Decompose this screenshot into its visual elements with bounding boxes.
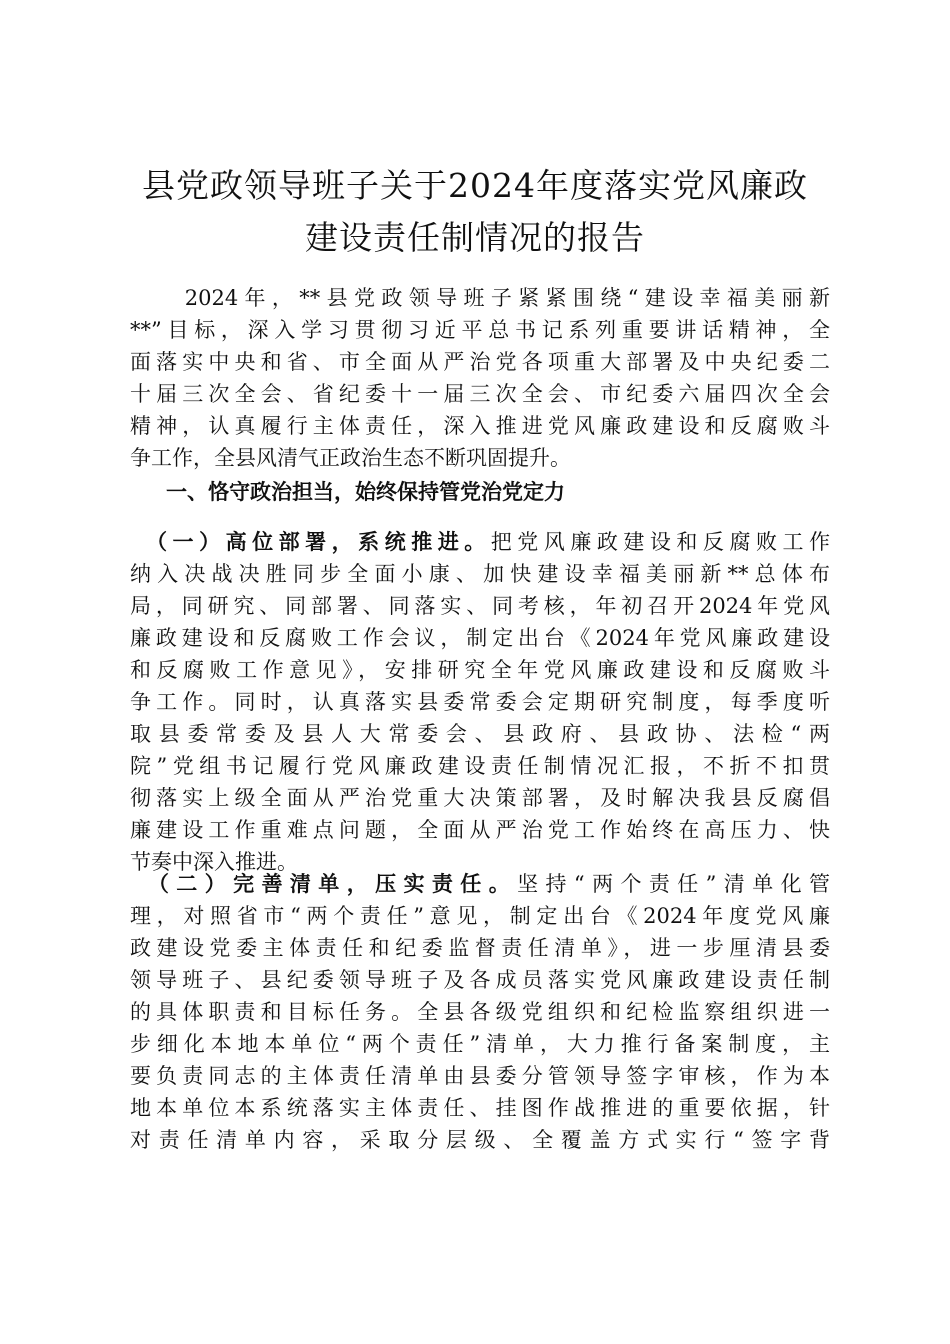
subsection-1-line: 院”党组书记履行党风廉政建设责任制情况汇报，不折不扣贯 [130, 754, 830, 778]
intro-line: 面落实中央和省、市全面从严治党各项重大部署及中央纪委二 [130, 350, 830, 374]
intro-line: 十届三次全会、省纪委十一届三次全会、市纪委六届四次全会 [130, 382, 830, 406]
subsection-1-first-line [130, 526, 830, 558]
intro-paragraph [130, 282, 830, 474]
subsection-1-line: 纳入决战决胜同步全面小康、加快建设幸福美丽新**总体布 [130, 562, 830, 586]
title-line-1: 县党政领导班子关于2024年度落实党风廉政 [142, 166, 808, 205]
subsection-2-line: 的具体职责和目标任务。全县各级党组织和纪检监察组织进一 [130, 1000, 830, 1024]
intro-line: 争工作，全县风清气正政治生态不断巩固提升。 [130, 446, 571, 470]
subsection-2-line: 政建设党委主体责任和纪委监督责任清单》，进一步厘清县委 [130, 936, 830, 960]
subsection-1-line: 争工作。同时，认真落实县委常委会定期研究制度，每季度听 [130, 690, 830, 714]
subsection-2-paragraph [130, 868, 830, 1156]
subsection-2-line: 理，对照省市“两个责任”意见，制定出台《2024年度党风廉 [130, 904, 830, 928]
subsection-1-line: 廉建设工作重难点问题，全面从严治党工作始终在高压力、快 [130, 818, 830, 842]
intro-line: 2024年，**县党政领导班子紧紧围绕“建设幸福美丽新 [130, 286, 830, 310]
subsection-2-line: 领导班子、县纪委领导班子及各成员落实党风廉政建设责任制 [130, 968, 830, 992]
subsection-1-line: 取县委常委及县人大常委会、县政府、县政协、法检“两 [130, 722, 830, 746]
subsection-2-line: 要负责同志的主体责任清单由县委分管领导签字审核，作为本 [130, 1064, 830, 1088]
subsection-2-lead: （二）完善清单，压实责任。 [158, 871, 518, 896]
document-title [110, 160, 840, 264]
subsection-1-first-rest: 把党风廉政建设和反腐败工作 [490, 530, 831, 554]
subsection-2-line: 地本单位本系统落实主体责任、挂图作战推进的重要依据，针 [130, 1096, 830, 1120]
section-heading-1: 一、恪守政治担当，始终保持管党治党定力 [166, 479, 565, 504]
intro-line: **”目标，深入学习贯彻习近平总书记系列重要讲话精神，全 [130, 318, 830, 342]
subsection-2-line: 步细化本地本单位“两个责任”清单，大力推行备案制度，主 [130, 1032, 830, 1056]
subsection-1-line: 廉政建设和反腐败工作会议，制定出台《2024年党风廉政建设 [130, 626, 830, 650]
title-line-2: 建设责任制情况的报告 [305, 218, 645, 257]
subsection-2-line: 对责任清单内容，采取分层级、全覆盖方式实行“签字背 [130, 1128, 830, 1152]
subsection-1-paragraph [130, 526, 830, 878]
subsection-2-first-line [130, 868, 830, 900]
subsection-1-line: 局，同研究、同部署、同落实、同考核，年初召开2024年党风 [130, 594, 830, 618]
subsection-1-line: 节奏中深入推进。 [130, 850, 298, 874]
subsection-2-first-rest: 坚持“两个责任”清单化管 [517, 872, 831, 896]
subsection-1-line: 彻落实上级全面从严治党重大决策部署，及时解决我县反腐倡 [130, 786, 830, 810]
subsection-1-line: 和反腐败工作意见》，安排研究全年党风廉政建设和反腐败斗 [130, 658, 830, 682]
subsection-1-lead: （一）高位部署，系统推进。 [156, 529, 491, 554]
intro-line: 精神，认真履行主体责任，深入推进党风廉政建设和反腐败斗 [130, 414, 830, 438]
